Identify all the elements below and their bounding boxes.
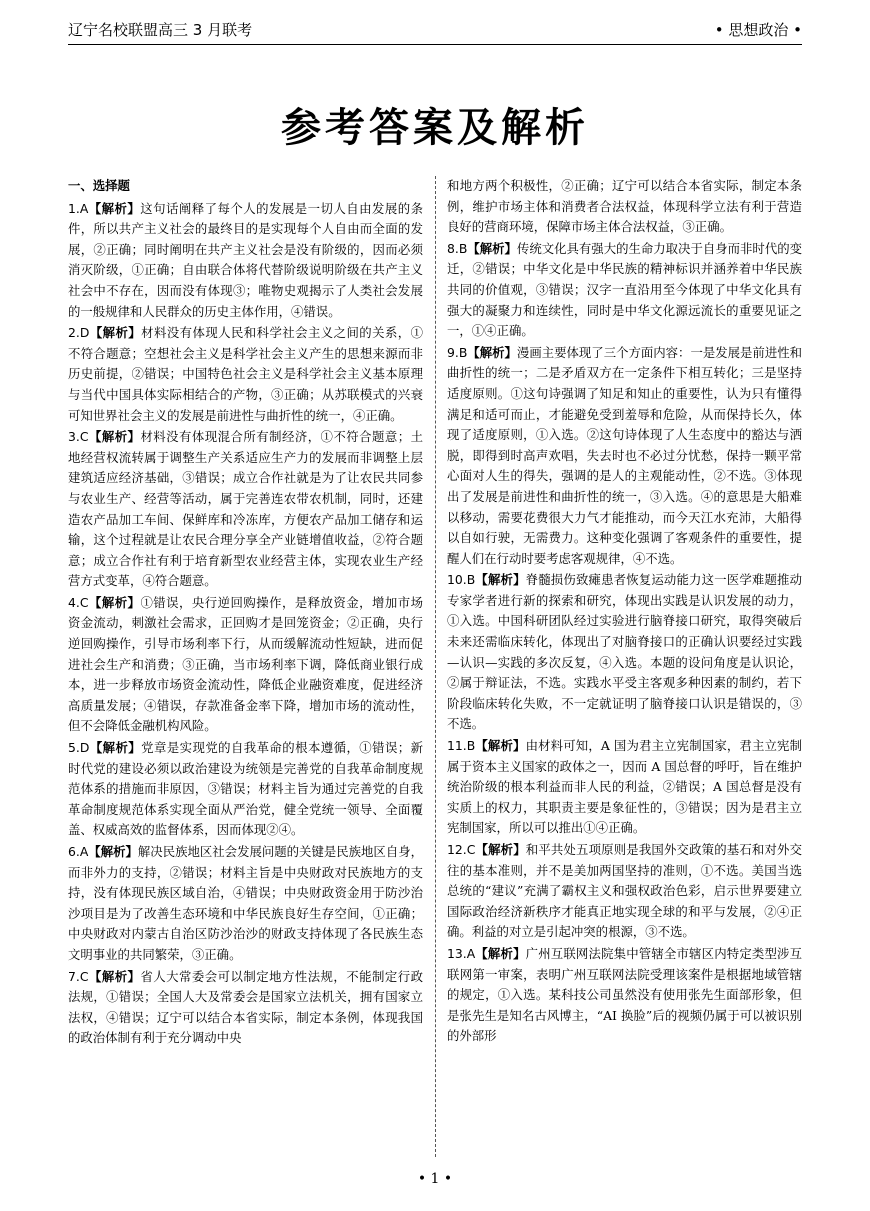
answer-item	[447, 944, 802, 1047]
answer-number: 1.A	[68, 200, 89, 216]
answer-columns	[68, 176, 802, 1157]
answer-text: 广州互联网法院集中管辖全市辖区内特定类型涉互联网第一审案，表明广州互联网法院受理该案件是根据地域管辖的规定，①入选。某科技公司虽然没有使用张先生面部形象，但是张先生是知名古风博主，“AI 换脸”后的视频仍属于可以被识别的外部形	[447, 945, 803, 1044]
answer-item	[68, 323, 423, 426]
section-heading: 一、选择题	[68, 178, 130, 193]
right-question-list	[447, 176, 802, 1047]
analysis-tag: 【解析】	[89, 740, 142, 756]
answer-number: 13.A	[447, 945, 476, 961]
answer-number: 9.B	[447, 344, 468, 360]
answer-item	[447, 736, 802, 839]
analysis-tag: 【解析】	[89, 325, 142, 341]
analysis-tag: 【解析】	[88, 200, 141, 216]
answer-text: 和地方两个积极性，②正确；辽宁可以结合本省实际，制定本条例，维护市场主体和消费者合法权益，体现科学立法有利于营造良好的营商环境，保障市场主体合法权益，③正确。	[447, 178, 802, 235]
answer-item	[68, 593, 423, 737]
answer-text: 漫画主要体现了三个方面内容：一是发展是前进性和曲折性的统一；二是矛盾双方在一定条件下相互转化；三是坚持适度原则。①这句诗强调了知足和知止的重要性，认为只有懂得满足和适可而止，才能避免受到羞辱和危险，从而保持长久，体现了适度原则，①入选。②这句诗体现了人生态度中的豁达与洒脱，即得到时高声欢唱，失去时也不必过分忧愁，保持一颗平常心面对人生的得失，强调的是人的主观能动性，②不选。③体现出了发展是前进性和曲折性的统一，③入选。④的意思是大船难以移动，需要花费很大力气才能推动，而今天江水充沛，大船得以自如行驶，无需费力。这种变化强调了客观条件的重要性，提醒人们在行动时要考虑客观规律，④不选。	[447, 344, 803, 566]
answer-item	[68, 967, 423, 1049]
answer-number: 2.D	[68, 325, 90, 341]
answer-item	[68, 199, 423, 323]
answer-item	[68, 738, 423, 841]
analysis-tag: 【解析】	[475, 738, 526, 754]
answer-number: 10.B	[447, 572, 476, 588]
answer-text: 党章是实现党的自我革命的根本遵循，①错误；新时代党的建设必须以政治建设为统领是完善党的自我革命制度规范体系的措施而非原因，③错误；材料主旨为通过完善党的自我革命制度规范体系实现全面从严治党，健全党统一领导、全面覆盖、权威高效的监督体系，因而体现②④。	[68, 740, 424, 838]
answer-number: 12.C	[447, 842, 476, 857]
answer-item	[68, 427, 423, 592]
answer-item	[447, 239, 802, 342]
analysis-tag: 【解析】	[467, 344, 517, 360]
answer-number: 3.C	[68, 429, 89, 445]
analysis-tag: 【解析】	[88, 429, 141, 445]
answer-item	[447, 176, 802, 238]
answer-number: 11.B	[447, 738, 476, 754]
analysis-tag: 【解析】	[88, 844, 138, 859]
column-divider	[435, 176, 436, 1157]
answer-item	[447, 343, 802, 570]
answer-text: 传统文化具有强大的生命力取决于自身而非时代的变迁，②错误；中华文化是中华民族的精神标识并涵养着中华民族共同的价值观，③错误；汉字一直沿用至今体现了中华文化具有强大的凝聚力和连续性，同时是中华文化源远流长的重要见证之一，①④正确。	[447, 240, 803, 339]
answer-number: 8.B	[447, 240, 468, 256]
analysis-tag: 【解析】	[467, 240, 517, 256]
left-column	[68, 176, 423, 1050]
answer-text: 这句话阐释了每个人的发展是一切人自由发展的条件，所以共产主义社会的最终目的是实现每个人自由而全面的发展，②正确；同时阐明在共产主义社会是没有阶级的，因而必须消灭阶级，①正确；自由联合体将代替阶级说明阶级在共产主义社会中不存在，因而没有体现③；唯物史观揭示了人类社会发展的一般规律和人民群众的历史主体作用，④错误。	[68, 200, 424, 319]
answer-number: 6.A	[68, 844, 89, 859]
page-number: • 1 •	[417, 1171, 453, 1187]
answer-text: 由材料可知，A 国为君主立宪制国家，君主立宪制属于资本主义国家的政体之一，因而 A 国总督的呼吁，旨在维护统治阶级的根本利益而非人民的利益，②错误；A 国总督是没有实质上的权力，其职责主要是象征性的，③错误；因为是君主立宪制国家，所以可以推出①④正确。	[447, 738, 802, 836]
header-subject: • 思想政治 •	[714, 20, 802, 39]
analysis-tag: 【解析】	[475, 572, 526, 588]
left-question-list	[68, 199, 423, 1049]
analysis-tag: 【解析】	[88, 968, 141, 984]
answer-text: ①错误，央行逆回购操作，是释放资金，增加市场资金流动，刺激社会需求，正回购才是回笼资金；②正确，央行逆回购操作，引导市场利率下行，从而缓解流动性短缺，进而促进社会生产和消费；③正确，当市场利率下调，降低商业银行成本，进一步释放市场资金流动性，降低企业融资难度，促进经济高质量发展；④错误，存款准备金率下降，增加市场的流动性，但不会降低金融机构风险。	[68, 594, 424, 734]
answer-text: 和平共处五项原则是我国外交政策的基石和对外交往的基本准则，并不是美加两国坚持的准则，①不选。美国当选总统的“建议”充满了霸权主义和强权政治色彩，启示世界要建立国际政治经济新秩序才能真正地实现全球的和平与发展，②④正确。利益的对立是引起冲突的根源，③不选。	[447, 842, 803, 940]
page-title: 参考答案及解析	[281, 105, 589, 151]
right-column	[447, 176, 802, 1048]
page-header	[68, 14, 802, 45]
answer-text: 材料没有体现混合所有制经济，①不符合题意；土地经营权流转属于调整生产关系适应生产力的发展而非调整上层建筑适应经济基础，③错误；成立合作社就是为了让农民共同参与农业生产、经营等活动，属于完善连农带农机制，同时，还建造农产品加工车间、保鲜库和冷冻库，方便农产品加工储存和运输，这个过程就是让农民合理分享全产业链增值收益，②符合题意；成立合作社有利于培育新型农业经营主体，实现农业生产经营方式变革，④符合题意。	[68, 429, 424, 589]
answer-number: 4.C	[68, 594, 89, 610]
answer-text: 脊髓损伤致瘫患者恢复运动能力这一医学难题推动专家学者进行新的探索和研究，体现出实践是认识发展的动力，①入选。中国科研团队经过实验进行脑脊接口研究，取得突破后未来还需临床转化，体现出了对脑脊接口的正确认识要经过实践—认识—实践的多次反复，④入选。本题的设问角度是认识论，②属于辩证法，不选。实践水平受主客观多种因素的制约，若下阶段临床转化失败，不一定就证明了脑脊接口认识是错误的，③不选。	[447, 572, 803, 732]
analysis-tag: 【解析】	[475, 842, 526, 857]
header-exam-name: 辽宁名校联盟高三 3 月联考	[68, 20, 253, 39]
analysis-tag: 【解析】	[475, 945, 526, 961]
answer-text: 材料没有体现人民和科学社会主义之间的关系，①不符合题意；空想社会主义是科学社会主义产生的思想来源而非历史前提，②错误；中国特色社会主义是科学社会主义基本原理与当代中国具体实际相结合的产物，③正确；从苏联模式的兴衰可知世界社会主义的发展是前进性与曲折性的统一，④正确。	[68, 325, 424, 423]
answer-text: 解决民族地区社会发展问题的关键是民族地区自身，而非外力的支持，②错误；材料主旨是中央财政对民族地方的支持，没有体现民族区域自治，④错误；中央财政资金用于防沙治沙项目是为了改善生态环境和中华民族良好生存空间，①正确；中央财政对内蒙古自治区防沙治沙的财政支持体现了各民族生态文明事业的共同繁荣，③正确。	[68, 844, 424, 962]
answer-item	[447, 570, 802, 735]
answer-item	[447, 840, 802, 943]
answer-number: 5.D	[68, 740, 90, 756]
answer-number: 7.C	[68, 968, 89, 984]
answer-item	[68, 842, 423, 966]
answer-text: 省人大常委会可以制定地方性法规，不能制定行政法规，①错误；全国人大及常委会是国家立法机关，拥有国家立法权，④错误；辽宁可以结合本省实际，制定本条例，体现我国的政治体制有利于充分调动中央	[68, 968, 424, 1046]
analysis-tag: 【解析】	[88, 594, 141, 610]
